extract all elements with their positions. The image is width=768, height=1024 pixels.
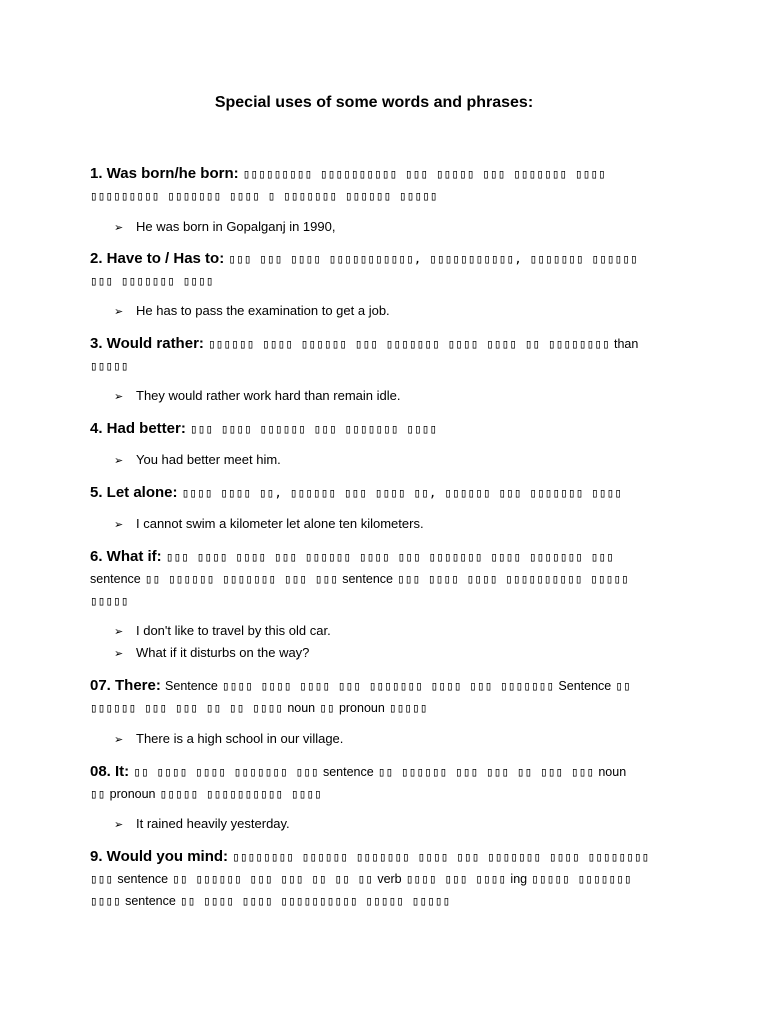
section-text: ▯▯▯▯▯▯ ▯▯▯▯ ▯▯▯▯▯▯ ▯▯▯ ▯▯▯▯▯▯▯ ▯▯▯▯ ▯▯▯▯ ▯▯ ▯▯▯▯▯▯▯▯	[208, 336, 610, 351]
section-would-you-mind	[90, 846, 680, 912]
example-text: What if it disturbs on the way?	[136, 645, 310, 660]
section-text: ▯▯▯▯▯▯▯▯ ▯▯▯▯▯▯ ▯▯▯▯▯▯▯ ▯▯▯▯ ▯▯▯ ▯▯▯▯▯▯▯ ▯▯▯▯ ▯▯▯▯▯▯▯▯	[232, 849, 650, 864]
section-text: pronoun	[109, 787, 156, 801]
section-text: verb	[377, 872, 402, 886]
section-text: ▯▯▯▯	[90, 893, 121, 908]
section-text: sentence	[342, 572, 393, 586]
example-item	[114, 451, 281, 470]
section-text: ▯▯	[319, 700, 335, 715]
section-text: ▯▯▯▯▯	[388, 700, 428, 715]
arrow-bullet-icon: ➢	[114, 306, 124, 318]
example-text: They would rather work hard than remain idle.	[136, 388, 401, 403]
section-text: ▯▯▯ ▯▯▯▯▯▯▯ ▯▯▯▯	[90, 273, 214, 288]
section-text: Sentence	[165, 679, 218, 693]
section-text: sentence	[322, 765, 374, 779]
section-text: ▯▯▯ ▯▯▯▯ ▯▯▯▯ ▯▯▯▯▯▯▯▯▯▯ ▯▯▯▯▯	[397, 571, 629, 586]
section-text: ing	[510, 872, 528, 886]
example-item	[114, 302, 390, 321]
example-text: I don't like to travel by this old car.	[136, 623, 331, 638]
section-text: ▯▯ ▯▯▯▯▯▯ ▯▯▯▯▯▯▯ ▯▯▯ ▯▯▯	[144, 571, 339, 586]
section-text: than	[613, 337, 639, 351]
arrow-bullet-icon: ➢	[114, 391, 124, 403]
section-text: ▯▯ ▯▯▯▯ ▯▯▯▯ ▯▯▯▯▯▯▯▯▯▯ ▯▯▯▯▯ ▯▯▯▯▯	[179, 893, 451, 908]
example-text: He was born in Gopalganj in 1990,	[136, 219, 336, 234]
section-it	[90, 761, 680, 805]
section-let-alone	[90, 482, 680, 504]
page-title: Special uses of some words and phrases:	[214, 94, 534, 111]
section-text: ▯▯▯▯ ▯▯▯▯ ▯▯, ▯▯▯▯▯▯ ▯▯▯ ▯▯▯▯ ▯▯, ▯▯▯▯▯▯ ▯▯▯ ▯▯▯▯▯▯▯ ▯▯▯▯	[181, 485, 623, 500]
section-had-better	[90, 418, 680, 440]
section-text: ▯▯ ▯▯▯▯▯▯ ▯▯▯ ▯▯▯ ▯▯ ▯▯ ▯▯	[172, 871, 374, 886]
section-text: ▯▯▯ ▯▯▯ ▯▯▯▯ ▯▯▯▯▯▯▯▯▯▯▯, ▯▯▯▯▯▯▯▯▯▯▯, ▯▯▯▯▯▯▯ ▯▯▯▯▯▯	[228, 251, 638, 266]
section-text: ▯▯ ▯▯▯▯ ▯▯▯▯ ▯▯▯▯▯▯▯ ▯▯▯	[133, 764, 319, 779]
arrow-bullet-icon: ➢	[114, 734, 124, 746]
section-text: ▯▯▯	[90, 871, 114, 886]
section-text: ▯▯▯▯▯▯ ▯▯▯ ▯▯▯ ▯▯ ▯▯ ▯▯▯▯	[90, 700, 284, 715]
example-item	[114, 218, 335, 237]
example-text: I cannot swim a kilometer let alone ten kilometers.	[136, 516, 424, 531]
section-text: ▯▯▯▯▯ ▯▯▯▯▯▯▯▯▯▯ ▯▯▯▯	[159, 786, 322, 801]
section-text: ▯▯▯▯▯	[90, 358, 129, 373]
example-item	[114, 730, 343, 749]
section-text: ▯▯▯ ▯▯▯▯ ▯▯▯▯ ▯▯▯ ▯▯▯▯▯▯ ▯▯▯▯ ▯▯▯ ▯▯▯▯▯▯▯ ▯▯▯▯ ▯▯▯▯▯▯▯ ▯▯▯	[165, 549, 614, 564]
example-item	[114, 622, 331, 641]
section-heading: 2. Have to / Has to:	[90, 250, 225, 267]
example-text: He has to pass the examination to get a job.	[136, 303, 390, 318]
section-text: sentence	[125, 894, 176, 908]
section-heading: 6. What if:	[90, 548, 162, 565]
section-text: ▯▯▯▯▯ ▯▯▯▯▯▯▯	[531, 871, 632, 886]
section-heading: 9. Would you mind:	[90, 848, 229, 865]
arrow-bullet-icon: ➢	[114, 222, 124, 234]
section-heading: 3. Would rather:	[90, 335, 204, 352]
section-text: sentence	[90, 572, 141, 586]
example-text: You had better meet him.	[136, 452, 281, 467]
section-text: ▯▯	[90, 786, 106, 801]
section-text: Sentence	[558, 679, 612, 693]
section-have-to	[90, 248, 680, 292]
example-text: There is a high school in our village.	[136, 731, 344, 746]
section-heading: 5. Let alone:	[90, 484, 178, 501]
section-text: noun	[287, 701, 316, 715]
example-item	[114, 515, 424, 534]
section-text: pronoun	[338, 701, 385, 715]
section-text: ▯▯	[615, 678, 631, 693]
section-text: noun	[598, 765, 627, 779]
example-item	[114, 644, 309, 663]
arrow-bullet-icon: ➢	[114, 819, 124, 831]
section-heading: 07. There:	[90, 677, 161, 694]
section-text: sentence	[117, 872, 169, 886]
section-text: ▯▯▯▯ ▯▯▯▯ ▯▯▯▯ ▯▯▯ ▯▯▯▯▯▯▯ ▯▯▯▯ ▯▯▯ ▯▯▯▯▯▯▯	[222, 678, 555, 693]
section-heading: 4. Had better:	[90, 420, 186, 437]
example-item	[114, 815, 290, 834]
section-would-rather	[90, 333, 680, 377]
example-item	[114, 387, 400, 406]
section-was-born	[90, 163, 680, 207]
section-text: ▯▯▯▯ ▯▯▯ ▯▯▯▯	[405, 871, 507, 886]
section-text: ▯▯▯ ▯▯▯▯ ▯▯▯▯▯▯ ▯▯▯ ▯▯▯▯▯▯▯ ▯▯▯▯	[190, 421, 438, 436]
section-there	[90, 675, 680, 719]
section-what-if	[90, 546, 680, 612]
arrow-bullet-icon: ➢	[114, 455, 124, 467]
arrow-bullet-icon: ➢	[114, 648, 124, 660]
arrow-bullet-icon: ➢	[114, 519, 124, 531]
example-text: It rained heavily yesterday.	[136, 816, 290, 831]
section-text: ▯▯▯▯▯▯▯▯▯ ▯▯▯▯▯▯▯▯▯▯ ▯▯▯ ▯▯▯▯▯ ▯▯▯ ▯▯▯▯▯▯▯ ▯▯▯▯	[242, 166, 606, 181]
section-heading: 08. It:	[90, 763, 130, 780]
arrow-bullet-icon: ➢	[114, 626, 124, 638]
section-text: ▯▯▯▯▯	[90, 593, 129, 608]
section-heading: 1. Was born/he born:	[90, 165, 239, 182]
section-text: ▯▯▯▯▯▯▯▯▯ ▯▯▯▯▯▯▯ ▯▯▯▯ ▯ ▯▯▯▯▯▯▯ ▯▯▯▯▯▯ ▯▯▯▯▯	[90, 188, 438, 203]
section-text: ▯▯ ▯▯▯▯▯▯ ▯▯▯ ▯▯▯ ▯▯ ▯▯▯ ▯▯▯	[377, 764, 595, 779]
